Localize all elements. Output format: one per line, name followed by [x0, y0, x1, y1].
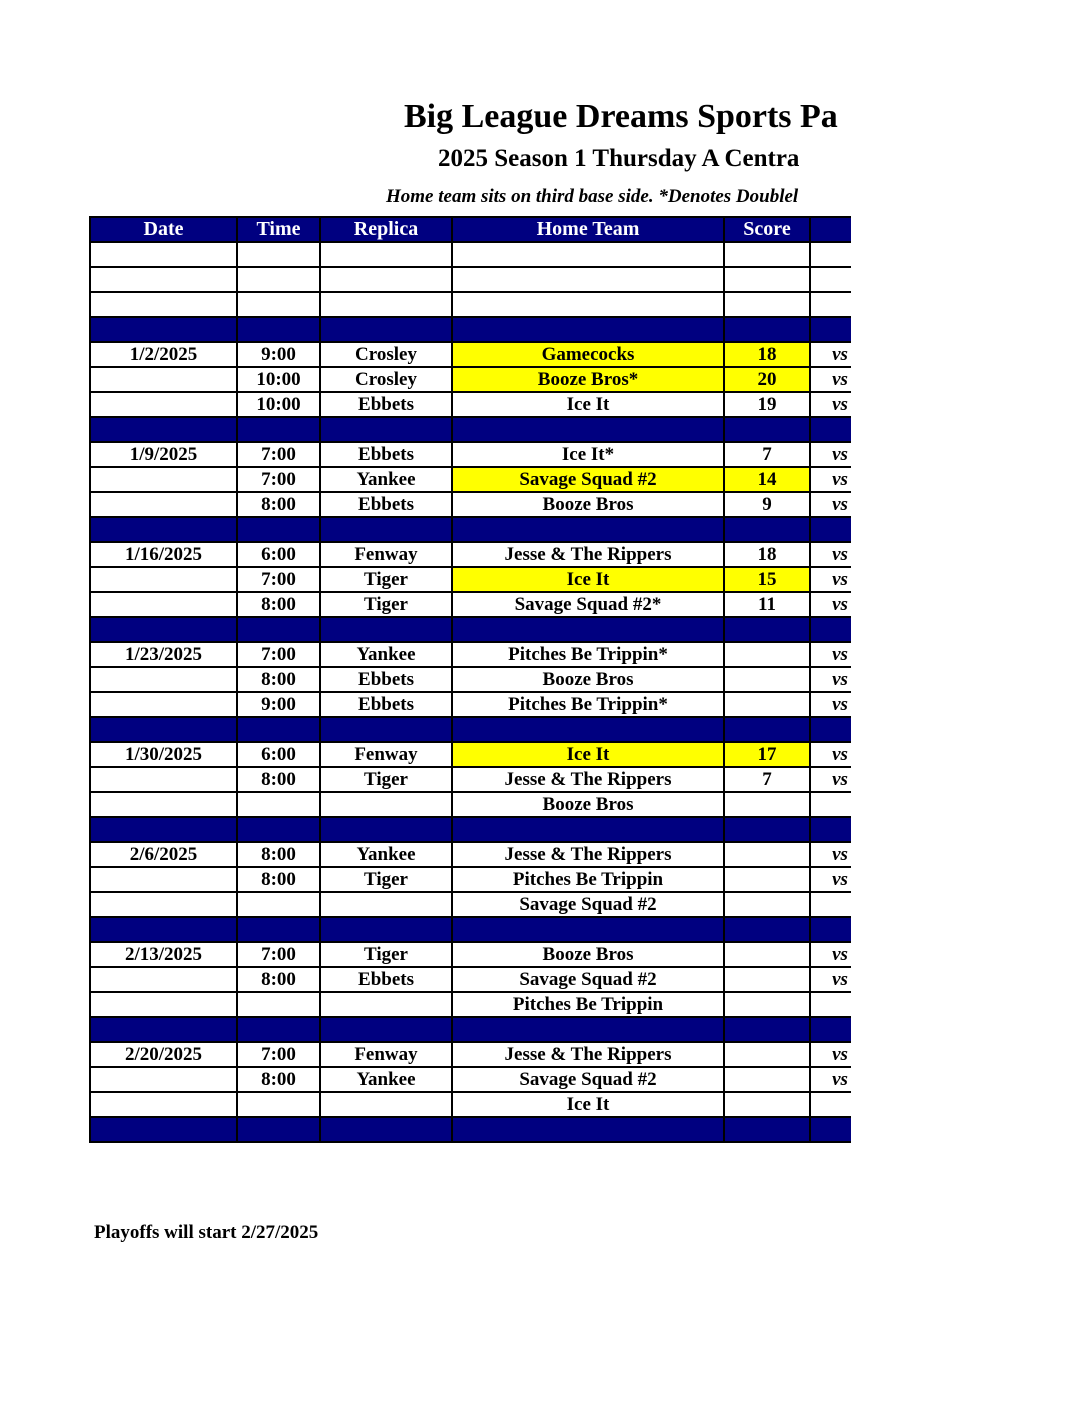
score-cell: 20: [724, 367, 810, 392]
time-cell: 8:00: [237, 492, 320, 517]
score-cell: [724, 1042, 810, 1067]
separator-cell: [320, 917, 452, 942]
score-cell: 18: [724, 542, 810, 567]
score-cell: 9: [724, 492, 810, 517]
time-cell: 9:00: [237, 342, 320, 367]
separator-cell: [237, 1117, 320, 1142]
game-row: [90, 367, 851, 392]
week-separator-row: [90, 817, 851, 842]
separator-cell: [452, 517, 724, 542]
vs-cell: vs: [810, 342, 851, 367]
game-row: [90, 642, 851, 667]
separator-cell: [320, 417, 452, 442]
replica-cell: Ebbets: [320, 667, 452, 692]
empty-cell: [90, 267, 237, 292]
separator-cell: [724, 817, 810, 842]
date-cell: [90, 867, 237, 892]
separator-cell: [90, 917, 237, 942]
separator-cell: [452, 417, 724, 442]
schedule-header-row: [90, 217, 851, 242]
col-header-home-team: Home Team: [452, 217, 724, 242]
vs-cell: vs: [810, 392, 851, 417]
week-separator-row: [90, 317, 851, 342]
replica-cell: [320, 792, 452, 817]
date-cell: [90, 767, 237, 792]
separator-cell: [810, 317, 851, 342]
home-team-cell: Booze Bros: [452, 492, 724, 517]
col-header-vs: [810, 217, 851, 242]
vs-cell: vs: [810, 442, 851, 467]
replica-cell: Crosley: [320, 342, 452, 367]
separator-cell: [724, 1017, 810, 1042]
separator-cell: [237, 717, 320, 742]
home-team-cell: Savage Squad #2: [452, 467, 724, 492]
replica-cell: Ebbets: [320, 442, 452, 467]
separator-cell: [320, 1017, 452, 1042]
replica-cell: Fenway: [320, 742, 452, 767]
vs-cell: vs: [810, 842, 851, 867]
empty-cell: [452, 267, 724, 292]
replica-cell: [320, 992, 452, 1017]
game-row: [90, 1067, 851, 1092]
vs-cell: [810, 1092, 851, 1117]
separator-cell: [90, 417, 237, 442]
home-team-cell: Savage Squad #2: [452, 1067, 724, 1092]
date-cell: [90, 792, 237, 817]
home-team-cell: Jesse & The Rippers: [452, 542, 724, 567]
home-team-cell: Ice It: [452, 742, 724, 767]
home-team-cell: Savage Squad #2*: [452, 592, 724, 617]
week-separator-row: [90, 417, 851, 442]
score-cell: [724, 792, 810, 817]
score-cell: 11: [724, 592, 810, 617]
separator-cell: [90, 517, 237, 542]
home-team-cell: Pitches Be Trippin: [452, 867, 724, 892]
score-cell: [724, 642, 810, 667]
date-cell: 1/30/2025: [90, 742, 237, 767]
page-title: Big League Dreams Sports Pa: [404, 98, 838, 135]
game-row: [90, 692, 851, 717]
schedule-body: [90, 242, 851, 1142]
score-cell: [724, 867, 810, 892]
schedule-note: Home team sits on third base side. *Denotes Doublel: [386, 186, 799, 207]
page-subtitle: 2025 Season 1 Thursday A Centra: [438, 145, 800, 172]
vs-cell: vs: [810, 1042, 851, 1067]
game-row: [90, 467, 851, 492]
vs-cell: vs: [810, 542, 851, 567]
game-row: [90, 1092, 851, 1117]
time-cell: 6:00: [237, 742, 320, 767]
date-cell: [90, 367, 237, 392]
score-cell: [724, 1067, 810, 1092]
week-separator-row: [90, 1017, 851, 1042]
col-header-date: Date: [90, 217, 237, 242]
replica-cell: Ebbets: [320, 492, 452, 517]
separator-cell: [237, 317, 320, 342]
game-row: [90, 1042, 851, 1067]
vs-cell: vs: [810, 492, 851, 517]
empty-cell: [90, 242, 237, 267]
empty-cell: [237, 292, 320, 317]
home-team-cell: Savage Squad #2: [452, 892, 724, 917]
vs-cell: vs: [810, 942, 851, 967]
vs-cell: vs: [810, 667, 851, 692]
time-cell: 8:00: [237, 667, 320, 692]
game-row: [90, 792, 851, 817]
home-team-cell: Pitches Be Trippin*: [452, 642, 724, 667]
empty-cell: [452, 292, 724, 317]
time-cell: 7:00: [237, 1042, 320, 1067]
score-cell: [724, 967, 810, 992]
empty-cell: [810, 292, 851, 317]
col-header-score: Score: [724, 217, 810, 242]
score-cell: 15: [724, 567, 810, 592]
home-team-cell: Booze Bros: [452, 942, 724, 967]
game-row: [90, 667, 851, 692]
score-cell: 17: [724, 742, 810, 767]
time-cell: 8:00: [237, 767, 320, 792]
score-cell: [724, 1092, 810, 1117]
replica-cell: [320, 1092, 452, 1117]
time-cell: 7:00: [237, 467, 320, 492]
score-cell: [724, 942, 810, 967]
replica-cell: Fenway: [320, 1042, 452, 1067]
game-row: [90, 842, 851, 867]
separator-cell: [237, 417, 320, 442]
vs-cell: vs: [810, 967, 851, 992]
home-team-cell: Ice It: [452, 567, 724, 592]
home-team-cell: Pitches Be Trippin: [452, 992, 724, 1017]
home-team-cell: Jesse & The Rippers: [452, 1042, 724, 1067]
game-row: [90, 742, 851, 767]
home-team-cell: Ice It: [452, 1092, 724, 1117]
home-team-cell: Ice It*: [452, 442, 724, 467]
week-separator-row: [90, 717, 851, 742]
vs-cell: vs: [810, 867, 851, 892]
score-cell: 7: [724, 767, 810, 792]
date-cell: 2/20/2025: [90, 1042, 237, 1067]
replica-cell: [320, 892, 452, 917]
time-cell: 6:00: [237, 542, 320, 567]
blank-row: [90, 267, 851, 292]
date-cell: 2/6/2025: [90, 842, 237, 867]
separator-cell: [237, 817, 320, 842]
replica-cell: Ebbets: [320, 692, 452, 717]
vs-cell: vs: [810, 567, 851, 592]
playoffs-note: Playoffs will start 2/27/2025: [94, 1222, 319, 1243]
score-cell: 7: [724, 442, 810, 467]
home-team-cell: Jesse & The Rippers: [452, 842, 724, 867]
separator-cell: [320, 617, 452, 642]
schedule-table: [89, 216, 851, 1143]
separator-cell: [724, 717, 810, 742]
date-cell: 1/9/2025: [90, 442, 237, 467]
home-team-cell: Savage Squad #2: [452, 967, 724, 992]
separator-cell: [810, 1017, 851, 1042]
score-cell: [724, 992, 810, 1017]
separator-cell: [452, 617, 724, 642]
separator-cell: [810, 517, 851, 542]
replica-cell: Crosley: [320, 367, 452, 392]
separator-cell: [320, 517, 452, 542]
empty-cell: [320, 267, 452, 292]
time-cell: 10:00: [237, 367, 320, 392]
separator-cell: [724, 317, 810, 342]
empty-cell: [320, 242, 452, 267]
home-team-cell: Gamecocks: [452, 342, 724, 367]
time-cell: 7:00: [237, 567, 320, 592]
separator-cell: [810, 917, 851, 942]
time-cell: [237, 792, 320, 817]
replica-cell: Ebbets: [320, 392, 452, 417]
empty-cell: [237, 242, 320, 267]
separator-cell: [810, 817, 851, 842]
time-cell: 8:00: [237, 967, 320, 992]
game-row: [90, 567, 851, 592]
game-row: [90, 592, 851, 617]
replica-cell: Tiger: [320, 592, 452, 617]
game-row: [90, 867, 851, 892]
home-team-cell: Pitches Be Trippin*: [452, 692, 724, 717]
score-cell: [724, 892, 810, 917]
separator-cell: [724, 917, 810, 942]
vs-cell: vs: [810, 592, 851, 617]
separator-cell: [90, 817, 237, 842]
vs-cell: vs: [810, 767, 851, 792]
home-team-cell: Ice It: [452, 392, 724, 417]
replica-cell: Tiger: [320, 767, 452, 792]
replica-cell: Yankee: [320, 642, 452, 667]
time-cell: 8:00: [237, 842, 320, 867]
separator-cell: [320, 1117, 452, 1142]
replica-cell: Yankee: [320, 467, 452, 492]
col-header-replica: Replica: [320, 217, 452, 242]
date-cell: [90, 592, 237, 617]
separator-cell: [237, 517, 320, 542]
col-header-time: Time: [237, 217, 320, 242]
date-cell: [90, 467, 237, 492]
separator-cell: [320, 317, 452, 342]
time-cell: [237, 892, 320, 917]
vs-cell: vs: [810, 692, 851, 717]
separator-cell: [90, 1117, 237, 1142]
separator-cell: [810, 617, 851, 642]
week-separator-row: [90, 517, 851, 542]
date-cell: 1/2/2025: [90, 342, 237, 367]
blank-row: [90, 242, 851, 267]
separator-cell: [237, 617, 320, 642]
empty-cell: [320, 292, 452, 317]
empty-cell: [724, 242, 810, 267]
separator-cell: [452, 317, 724, 342]
separator-cell: [724, 517, 810, 542]
score-cell: 19: [724, 392, 810, 417]
replica-cell: Yankee: [320, 842, 452, 867]
game-row: [90, 767, 851, 792]
separator-cell: [810, 717, 851, 742]
date-cell: [90, 992, 237, 1017]
date-cell: 2/13/2025: [90, 942, 237, 967]
blank-row: [90, 292, 851, 317]
separator-cell: [90, 617, 237, 642]
time-cell: 9:00: [237, 692, 320, 717]
empty-cell: [452, 242, 724, 267]
date-cell: [90, 967, 237, 992]
game-row: [90, 967, 851, 992]
separator-cell: [810, 417, 851, 442]
separator-cell: [90, 317, 237, 342]
vs-cell: vs: [810, 742, 851, 767]
date-cell: [90, 1092, 237, 1117]
time-cell: 10:00: [237, 392, 320, 417]
empty-cell: [90, 292, 237, 317]
game-row: [90, 942, 851, 967]
vs-cell: vs: [810, 1067, 851, 1092]
vs-cell: [810, 892, 851, 917]
week-separator-row: [90, 917, 851, 942]
time-cell: [237, 992, 320, 1017]
time-cell: 7:00: [237, 942, 320, 967]
game-row: [90, 342, 851, 367]
date-cell: [90, 1067, 237, 1092]
score-cell: [724, 692, 810, 717]
vs-cell: vs: [810, 367, 851, 392]
date-cell: [90, 567, 237, 592]
time-cell: 8:00: [237, 867, 320, 892]
empty-cell: [810, 242, 851, 267]
home-team-cell: Booze Bros*: [452, 367, 724, 392]
game-row: [90, 542, 851, 567]
empty-cell: [810, 267, 851, 292]
separator-cell: [724, 617, 810, 642]
vs-cell: [810, 992, 851, 1017]
empty-cell: [724, 267, 810, 292]
separator-cell: [90, 717, 237, 742]
separator-cell: [452, 1017, 724, 1042]
separator-cell: [90, 1017, 237, 1042]
score-cell: 14: [724, 467, 810, 492]
game-row: [90, 392, 851, 417]
time-cell: 7:00: [237, 642, 320, 667]
game-row: [90, 442, 851, 467]
score-cell: 18: [724, 342, 810, 367]
time-cell: [237, 1092, 320, 1117]
separator-cell: [724, 1117, 810, 1142]
date-cell: [90, 492, 237, 517]
time-cell: 7:00: [237, 442, 320, 467]
date-cell: [90, 892, 237, 917]
date-cell: [90, 692, 237, 717]
replica-cell: Tiger: [320, 567, 452, 592]
game-row: [90, 992, 851, 1017]
separator-cell: [320, 717, 452, 742]
separator-cell: [724, 417, 810, 442]
game-row: [90, 492, 851, 517]
time-cell: 8:00: [237, 1067, 320, 1092]
empty-cell: [237, 267, 320, 292]
replica-cell: Tiger: [320, 942, 452, 967]
home-team-cell: Booze Bros: [452, 667, 724, 692]
score-cell: [724, 842, 810, 867]
separator-cell: [452, 1117, 724, 1142]
replica-cell: Fenway: [320, 542, 452, 567]
game-row: [90, 892, 851, 917]
replica-cell: Ebbets: [320, 967, 452, 992]
date-cell: [90, 667, 237, 692]
separator-cell: [810, 1117, 851, 1142]
separator-cell: [452, 717, 724, 742]
week-separator-row: [90, 617, 851, 642]
home-team-cell: Booze Bros: [452, 792, 724, 817]
home-team-cell: Jesse & The Rippers: [452, 767, 724, 792]
time-cell: 8:00: [237, 592, 320, 617]
week-separator-row: [90, 1117, 851, 1142]
separator-cell: [320, 817, 452, 842]
vs-cell: [810, 792, 851, 817]
vs-cell: vs: [810, 467, 851, 492]
separator-cell: [237, 917, 320, 942]
date-cell: [90, 392, 237, 417]
date-cell: 1/23/2025: [90, 642, 237, 667]
separator-cell: [237, 1017, 320, 1042]
empty-cell: [724, 292, 810, 317]
separator-cell: [452, 817, 724, 842]
vs-cell: vs: [810, 642, 851, 667]
date-cell: 1/16/2025: [90, 542, 237, 567]
score-cell: [724, 667, 810, 692]
replica-cell: Tiger: [320, 867, 452, 892]
separator-cell: [452, 917, 724, 942]
replica-cell: Yankee: [320, 1067, 452, 1092]
